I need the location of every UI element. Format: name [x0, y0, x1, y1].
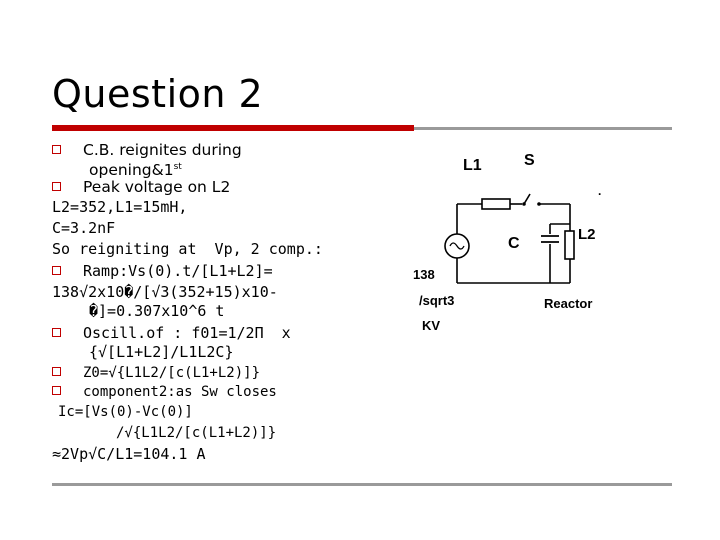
- line-text: Z0=√{L1L2/[c(L1+L2)]}: [83, 365, 261, 381]
- list-item: [52, 383, 277, 401]
- title-underline-gray: [414, 127, 672, 130]
- switch-blade-icon: [524, 194, 530, 204]
- circuit-diagram: [410, 133, 672, 468]
- label-kv: KV: [422, 318, 441, 333]
- text-line: �]=0.307x10^6 t: [89, 302, 225, 320]
- text-line: So reigniting at Vp, 2 comp.:: [52, 240, 323, 258]
- text-line: L2=352,L1=15mH,: [52, 198, 188, 216]
- inductor-l1-icon: [482, 199, 510, 209]
- bullet-marker: [52, 266, 61, 275]
- line-text: C.B. reignites during: [83, 141, 242, 159]
- line-text: Peak voltage on L2: [83, 178, 231, 196]
- label-138: 138: [413, 267, 435, 282]
- circuit-svg: [410, 133, 672, 468]
- list-item: [52, 262, 273, 280]
- superscript-text: st: [173, 162, 182, 172]
- line-text: Oscill.of : f01=1/2Π x: [83, 324, 291, 342]
- title-underline-red: [52, 125, 414, 131]
- list-item: [52, 364, 260, 382]
- list-item: [52, 324, 291, 342]
- text-line: {√[L1+L2]/L1L2C}: [89, 343, 234, 361]
- label-s: S: [524, 152, 535, 169]
- bullet-marker: [52, 367, 61, 376]
- list-item-continuation: [89, 158, 182, 179]
- bottom-rule: [52, 483, 672, 486]
- bullet-marker: [52, 182, 61, 191]
- sine-wave-icon: [450, 243, 464, 249]
- text-line: ≈2Vp√C/L1=104.1 A: [52, 445, 206, 463]
- text-line: Ic=[Vs(0)-Vc(0)]: [58, 404, 193, 420]
- bullet-marker: [52, 386, 61, 395]
- label-l2: L2: [578, 226, 596, 243]
- line-text: opening&1: [89, 161, 174, 180]
- text-line: C=3.2nF: [52, 219, 116, 237]
- bullet-marker: [52, 328, 61, 337]
- text-line: /√{L1L2/[c(L1+L2)]}: [116, 425, 277, 441]
- reactor-l2-icon: [565, 231, 574, 259]
- line-text: component2:as Sw closes: [83, 384, 277, 400]
- label-dot: .: [598, 184, 602, 198]
- label-c: C: [508, 235, 520, 252]
- label-sqrt3: /sqrt3: [419, 293, 455, 308]
- slide-title: Question 2: [52, 72, 264, 116]
- line-text: Ramp:Vs(0).t/[L1+L2]=: [83, 262, 273, 280]
- bullet-marker: [52, 145, 61, 154]
- text-line: 138√2x10�/[√3(352+15)x10-: [52, 283, 278, 301]
- list-item: [52, 178, 230, 196]
- label-reactor: Reactor: [544, 296, 593, 311]
- list-item: [52, 141, 242, 159]
- label-l1: L1: [463, 157, 482, 174]
